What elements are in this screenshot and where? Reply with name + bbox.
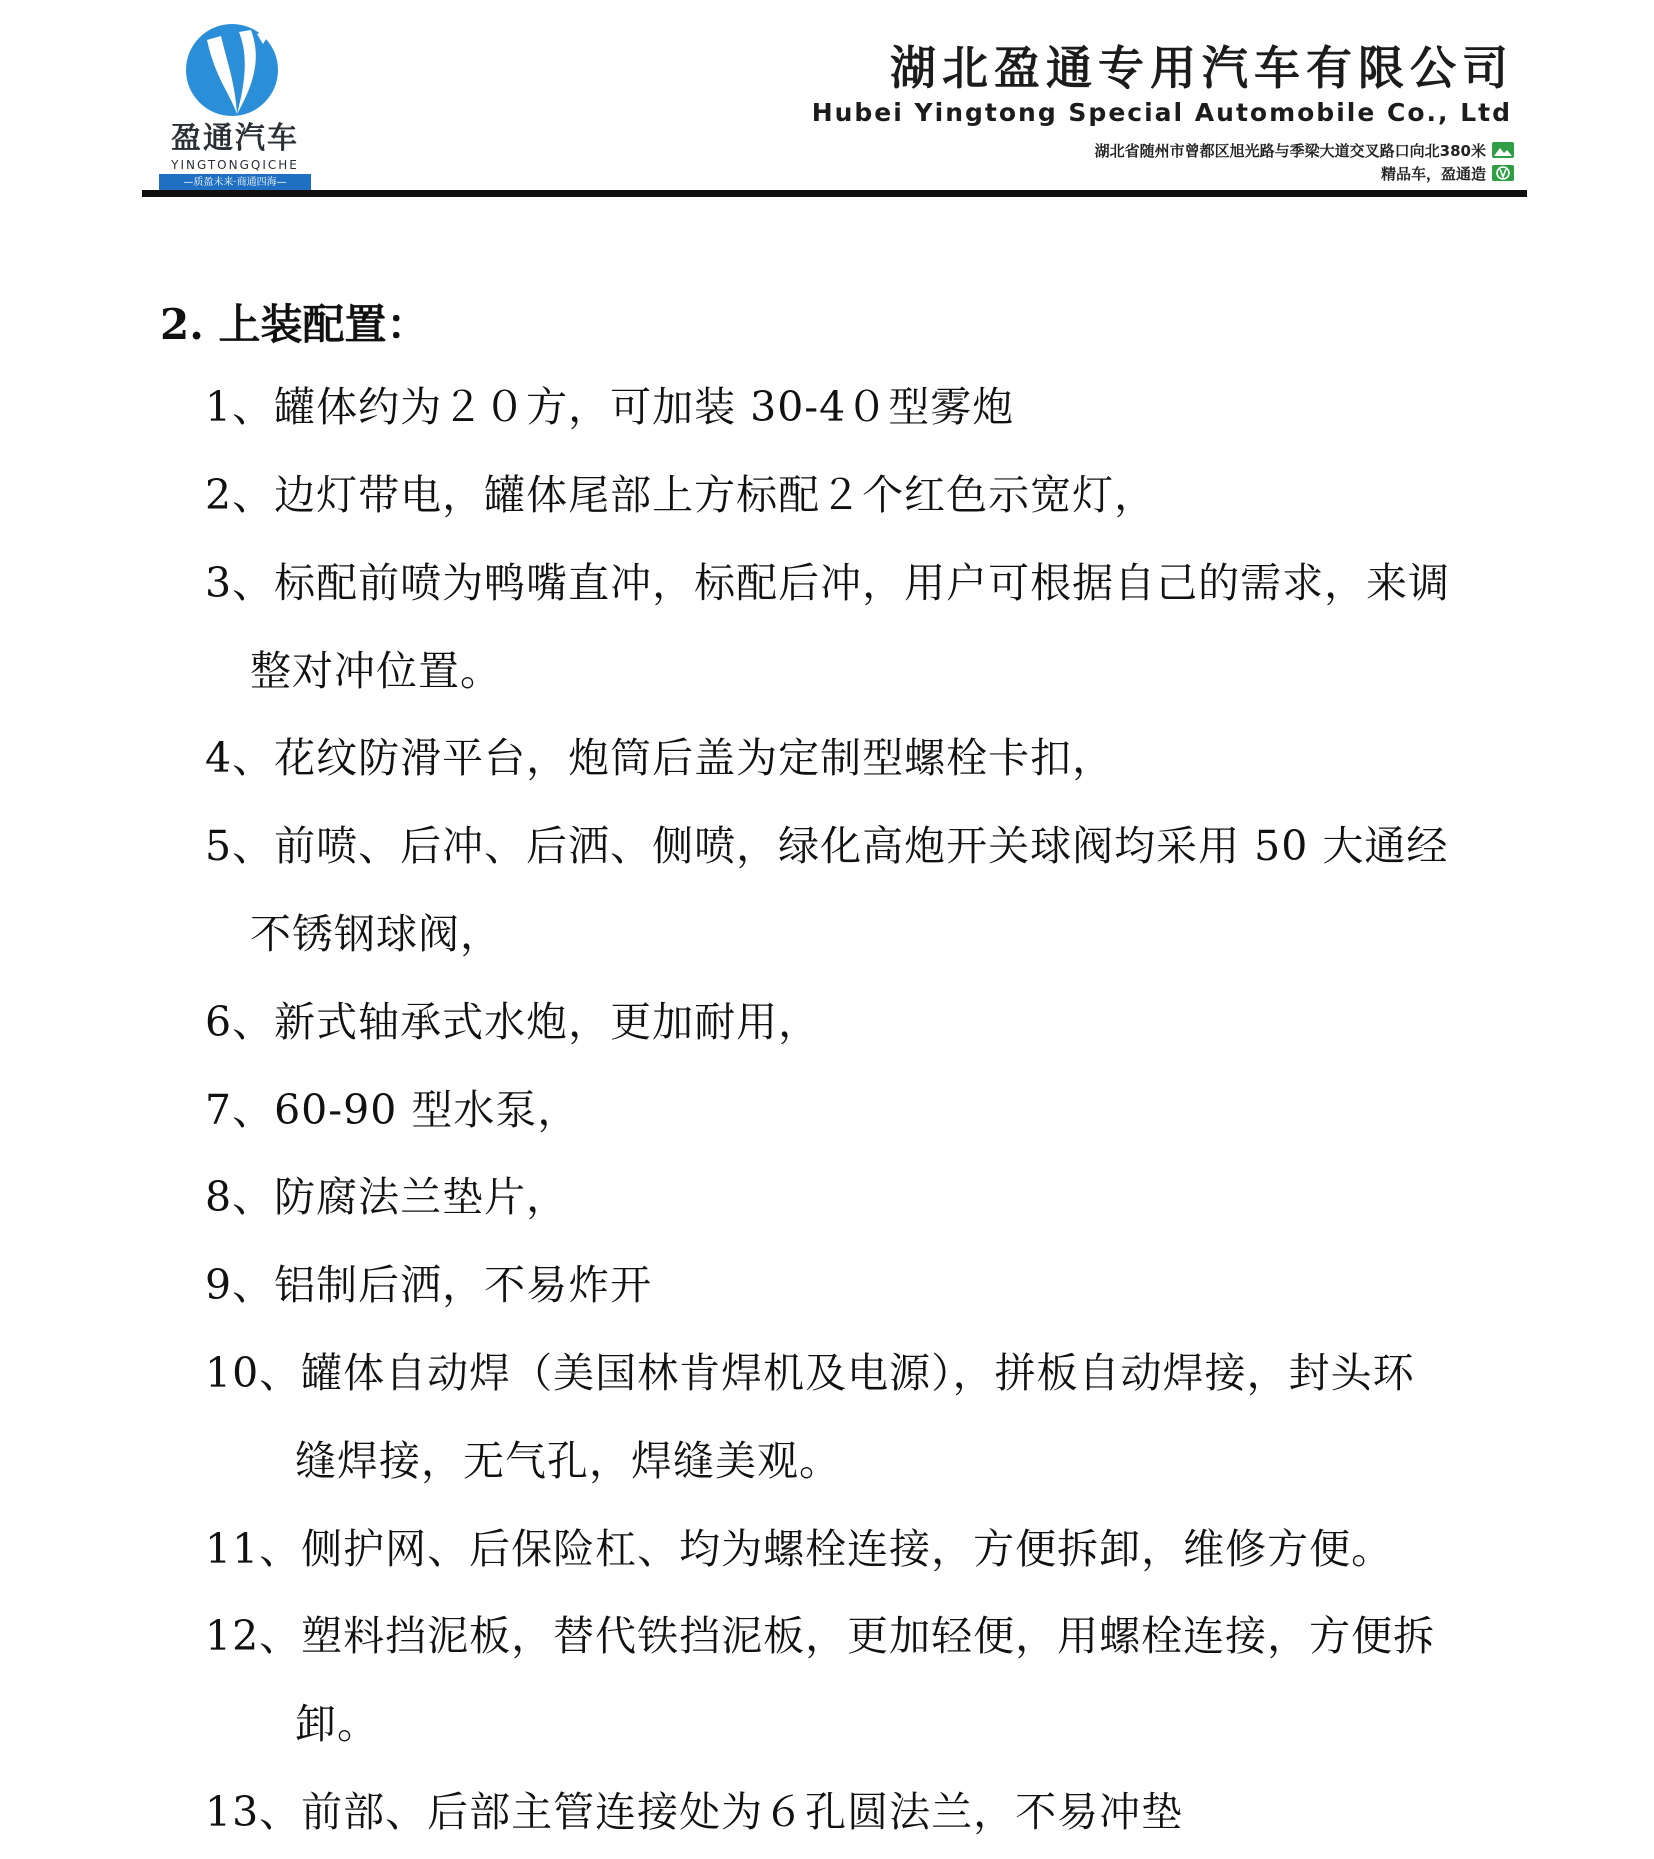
logo-slogan: —质盈未来·商通四海— [159,174,311,192]
header-divider [142,190,1527,197]
config-item-3: 3、标配前喷为鸭嘴直冲，标配后冲，用户可根据自己的需求，来调 [205,559,1451,607]
logo-mark-icon [177,22,287,122]
config-item-8: 8、防腐法兰垫片， [205,1173,569,1221]
logo-badge-icon [1492,165,1514,181]
config-item-12-continued: 卸。 [295,1700,379,1748]
config-item-4: 4、花纹防滑平台，炮筒后盖为定制型螺栓卡扣， [205,734,1115,782]
motto-row [1381,162,1514,184]
config-item-1: 1、罐体约为２０方，可加装 30-4０型雾炮 [205,383,1015,431]
config-item-9: 9、铝制后洒，不易炸开 [205,1261,653,1309]
company-name-english: Hubei Yingtong Special Automobile Co., Ltd [811,98,1512,127]
company-logo [155,22,315,187]
config-item-10: 10、罐体自动焊（美国林肯焊机及电源），拼板自动焊接，封头环 [205,1349,1415,1397]
config-item-10-continued: 缝焊接，无气孔，焊缝美观。 [295,1437,841,1485]
section-title: 2. 上装配置： [160,300,429,349]
letterhead [0,0,1654,200]
config-item-12: 12、塑料挡泥板，替代铁挡泥板，更加轻便，用螺栓连接，方便拆 [205,1612,1436,1660]
config-item-11: 11、侧护网、后保险杠、均为螺栓连接，方便拆卸，维修方便。 [205,1525,1394,1573]
logo-chinese-name: 盈通汽车 [171,121,299,156]
config-item-13: 13、前部、后部主管连接处为６孔圆法兰，不易冲垫 [205,1788,1184,1836]
company-name-chinese: 湖北盈通专用汽车有限公司 [890,41,1514,95]
address-row [1095,139,1514,161]
mountain-icon [1492,142,1514,158]
logo-pinyin: YINGTONGQICHE [171,158,299,172]
config-item-5-continued: 不锈钢球阀， [250,910,502,958]
config-item-3-continued: 整对冲位置。 [250,647,502,695]
config-item-2: 2、边灯带电，罐体尾部上方标配２个红色示宽灯， [205,471,1157,519]
company-address: 湖北省随州市曾都区旭光路与季梁大道交叉路口向北380米 [1094,141,1486,160]
config-item-7: 7、60-90 型水泵， [205,1086,580,1134]
config-item-5: 5、前喷、后冲、后洒、侧喷，绿化高炮开关球阀均采用 50 大通经 [205,822,1449,870]
company-motto: 精品车，盈通造 [1380,164,1486,183]
config-item-6: 6、新式轴承式水炮，更加耐用， [205,998,821,1046]
